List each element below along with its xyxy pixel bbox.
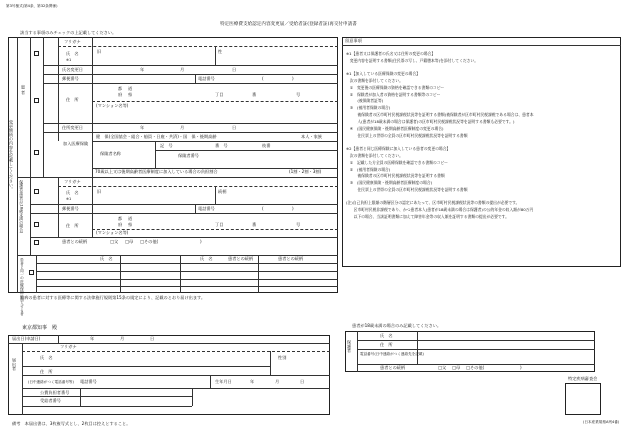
g-phone: 電話番号 bbox=[198, 206, 215, 211]
insurance-types: 健 保(全国協会・組合・船員・日雇・共済)・国 保・後期高齢 bbox=[96, 134, 217, 139]
notes-line: ④ (国民健康保険・後期高齢者医療制度の変更の場合) bbox=[346, 126, 444, 131]
addr-fu: 府 bbox=[118, 92, 123, 97]
notes-line: (注)自己負担上限額の階層区分の認定にあたって、区市町村民税課税状況等の書類の提出が必要です。 bbox=[346, 200, 520, 206]
a-bm: 月 bbox=[275, 379, 280, 384]
p-close: ) bbox=[520, 365, 522, 370]
name-change-checkbox[interactable] bbox=[34, 51, 39, 56]
notes-line: 次の書類を添付してください。 bbox=[346, 77, 403, 83]
notes-line: ② (被用者保険の場合) bbox=[346, 166, 391, 172]
ymd-y: 年 bbox=[140, 67, 145, 72]
stamp-label: 特定疾病審査会 bbox=[568, 376, 598, 381]
a-bd: 日 bbox=[300, 379, 305, 384]
hh-name-h1: 氏 名 bbox=[100, 256, 113, 261]
g-name-note: ※1 bbox=[66, 197, 72, 201]
p-father[interactable]: □父 bbox=[438, 365, 447, 370]
bango-label: 番 号 bbox=[215, 143, 228, 148]
g-name-label: 氏 名 bbox=[66, 190, 79, 195]
notes-line: 変更内容を証明する書類(住民票の写し、戸籍謄本等)を添付してください。 bbox=[346, 57, 479, 63]
notes-line: ※1【加入している医療保険の変更の場合】 bbox=[346, 70, 420, 76]
p-address: 住 所 bbox=[380, 342, 393, 347]
furigana-label: フリガナ bbox=[64, 39, 81, 44]
proxy-title: 患者が18歳未満の場合のみ記載してください。 bbox=[352, 323, 442, 328]
a-phone-note: (日中連絡がつく電話番号等) bbox=[28, 380, 74, 384]
notes-line: 被保険者の区市町村民税課税状況等を証明する書類(被保険者が区市町村民税課税である場合は、患者本 bbox=[346, 112, 534, 118]
name-label: 氏 名 bbox=[66, 51, 79, 56]
g-rel-other[interactable]: □その他( bbox=[140, 239, 159, 244]
g-relation-row: 患者との続柄 bbox=[62, 239, 88, 244]
g-go: 号 bbox=[296, 222, 301, 227]
mansion-label: (マンション名等) bbox=[96, 103, 129, 108]
a-phone: 電話番号 bbox=[80, 379, 97, 384]
footer-note: 備考 本届出書は、3枚複写式とし、2枚目は控えとすること。 bbox=[12, 421, 131, 426]
s-y: 年 bbox=[90, 336, 95, 341]
insured-type: 本人・家族 bbox=[301, 134, 322, 139]
declaration-text: 難病の患者に対する医療等に関する法律施行規則第15条の規定により、記載のとおり届け出ます。 bbox=[20, 295, 206, 300]
guardian-name-checkbox[interactable] bbox=[34, 189, 39, 194]
p-other[interactable]: □その他( bbox=[466, 365, 485, 370]
g-do: 道 bbox=[128, 216, 133, 221]
left-vertical-label: 変更箇所の内容を記載してください。 bbox=[9, 120, 14, 192]
g-relation: 続柄 bbox=[218, 189, 227, 194]
guardian-relation-checkbox[interactable] bbox=[34, 240, 39, 245]
notes-line: 区市町村民税非課税であり、かつ患者本人(患者が18歳未満の場合は保護者)の公的年金の収入額が80万円 bbox=[346, 207, 534, 212]
notes-line: (被保険者証等) bbox=[346, 98, 384, 104]
g-chome: 丁目 bbox=[215, 222, 224, 227]
g-rel-mother[interactable]: □母 bbox=[125, 239, 134, 244]
g-rel-father[interactable]: □父 bbox=[110, 239, 119, 244]
ymd-y2: 年 bbox=[140, 125, 145, 130]
move-date-label: 住所変更日 bbox=[62, 125, 83, 130]
notes-line: ※1【患者又は保護者の氏名又は住所の変更の場合】 bbox=[346, 51, 436, 56]
p-phone: 電話番号(日中連絡がつく連絡先を記載) bbox=[360, 352, 424, 356]
a-furigana: フリガナ bbox=[60, 344, 77, 349]
guardian-address-checkbox[interactable] bbox=[34, 222, 39, 227]
a-birth: 生年月日 bbox=[215, 379, 232, 384]
insurance-label: 加入医療保険 bbox=[63, 141, 89, 146]
insurer-name-label: 保険者名称 bbox=[100, 151, 121, 156]
ymd-d: 日 bbox=[232, 67, 237, 72]
p-name: 氏 名 bbox=[380, 333, 393, 338]
notes-line: 次の書類を添付してください。 bbox=[346, 152, 403, 158]
stamp-box bbox=[565, 383, 601, 415]
birth-label: 氏名変更日 bbox=[62, 67, 83, 72]
p-mother[interactable]: □母 bbox=[452, 365, 461, 370]
hh-rel-h1: 患者との続柄 bbox=[228, 256, 254, 261]
patient-label: 患 者 bbox=[21, 85, 26, 95]
notes-line: ① 変更後の医療保険の資格を確認できる書類のコピー bbox=[346, 84, 445, 90]
g-mansion: (マンション名等) bbox=[96, 230, 129, 235]
s-m: 月 bbox=[120, 336, 125, 341]
household-checkbox[interactable] bbox=[29, 270, 34, 275]
addr-ban: 番 bbox=[252, 92, 257, 97]
guardian-label: 保護者(患者が18歳未満の場合) bbox=[19, 180, 25, 234]
submit-date-label: 届出日(申請日) bbox=[12, 336, 41, 341]
notes-line: ※2【患者と同じ医療保険に加入している患者の変更の場合】 bbox=[346, 145, 451, 151]
g-ken: 県 bbox=[128, 222, 133, 227]
notes-line: ① 記載した方全員の医療保険を確認できる書類のコピー bbox=[346, 159, 448, 165]
kigo-label: 記 号 bbox=[160, 143, 173, 148]
address-change-checkbox[interactable] bbox=[34, 98, 39, 103]
p-relation: 患者との続柄 bbox=[380, 365, 406, 370]
addr-to: 都 bbox=[118, 86, 123, 91]
ymd-m: 月 bbox=[180, 67, 185, 72]
g-postal: 郵便番号 bbox=[62, 206, 79, 211]
a-address: 住 所 bbox=[40, 369, 53, 374]
hh-name-h2: 氏 名 bbox=[200, 256, 213, 261]
a-by: 年 bbox=[250, 379, 255, 384]
addr-go: 号 bbox=[296, 92, 301, 97]
notes-line: ③ (被用者保険の場合) bbox=[346, 105, 391, 111]
notes-line: ③ (国民健康保険・後期高齢者医療制度の場合) bbox=[346, 180, 433, 186]
s-d: 日 bbox=[150, 336, 155, 341]
notes-line: 住民票上の世帯の全員の区市町村民税課税状況等を証明する書類 bbox=[346, 132, 468, 138]
a-jukyu1: 公費負担者番号 bbox=[40, 390, 70, 395]
addr-ken: 県 bbox=[128, 92, 133, 97]
page-title: 特定医療費支給認定内容変更届／受給者証(登録者証)再交付申請書 bbox=[220, 22, 357, 27]
addr-do: 道 bbox=[128, 86, 133, 91]
hh-rel-h2: 患者との続柄 bbox=[278, 256, 304, 261]
g-furigana-label: フリガナ bbox=[64, 179, 81, 184]
notes-line: 被保険者の区市町村民税課税状況等を証明する書類 bbox=[346, 173, 445, 179]
a-jukyu2: 受給者番号 bbox=[40, 398, 61, 403]
over70-label: 70歳以上又は後期高齢者医療制度に加入している場合の負担割合 bbox=[95, 169, 218, 174]
g-old: 旧 bbox=[97, 189, 102, 194]
name-note: ※1 bbox=[66, 58, 72, 62]
ymd-d2: 日 bbox=[232, 125, 237, 130]
phone-label: 電話番号 bbox=[198, 76, 215, 81]
a-name: 氏 名 bbox=[40, 355, 53, 360]
addressee: 東京都知事 殿 bbox=[22, 325, 58, 331]
notes-line: ② 保険者が加入者の資格を証明する書類等のコピー bbox=[346, 91, 441, 97]
postal-label: 郵便番号 bbox=[62, 76, 79, 81]
eda-label: 枝番 bbox=[262, 143, 271, 148]
proxy-label: 保護者 bbox=[347, 340, 352, 353]
notes-line: 住民票上の世帯の全員の区市町村民税課税状況等を証明する書類 bbox=[346, 187, 468, 193]
form-id: 第3号様式(第4条、第32条関係) bbox=[6, 4, 58, 8]
gender-label: 性 bbox=[218, 49, 223, 54]
a-gender: 性別 bbox=[278, 355, 287, 360]
notes-header: 留意事項 bbox=[345, 38, 362, 43]
applicant-label: 届出者 bbox=[12, 358, 17, 371]
g-ban: 番 bbox=[252, 222, 257, 227]
ymd-m2: 月 bbox=[180, 125, 185, 130]
household-label: 患者と同一の医療保険に加入する者 bbox=[20, 258, 25, 316]
notes-line: 以下の場合、当該証明書類に加えて障害年金等の収入額を証明する書類の提出が必要です。 bbox=[346, 213, 509, 219]
notes-line: 人(患者が18歳未満の場合は保護者)の区市町村民税課税状況等を証明する書類も必要です。) bbox=[346, 119, 515, 125]
addr-chome: 丁目 bbox=[215, 92, 224, 97]
g-fu: 府 bbox=[118, 222, 123, 227]
address-label: 住 所 bbox=[66, 97, 79, 102]
instruction-text: 該当する事項のみチェックの上記載してください。 bbox=[20, 30, 117, 35]
insurer-no-label: 保険者番号 bbox=[178, 153, 199, 158]
footer-right: (日本産業規格A列4番) bbox=[583, 420, 620, 424]
g-to: 都 bbox=[118, 216, 123, 221]
g-rel-close: ) bbox=[200, 239, 202, 244]
ratio-label: (1割・2割・3割) bbox=[289, 169, 322, 174]
insurance-change-checkbox[interactable] bbox=[34, 150, 39, 155]
g-address: 住 所 bbox=[66, 223, 79, 228]
old-marker: 旧 bbox=[97, 49, 102, 54]
